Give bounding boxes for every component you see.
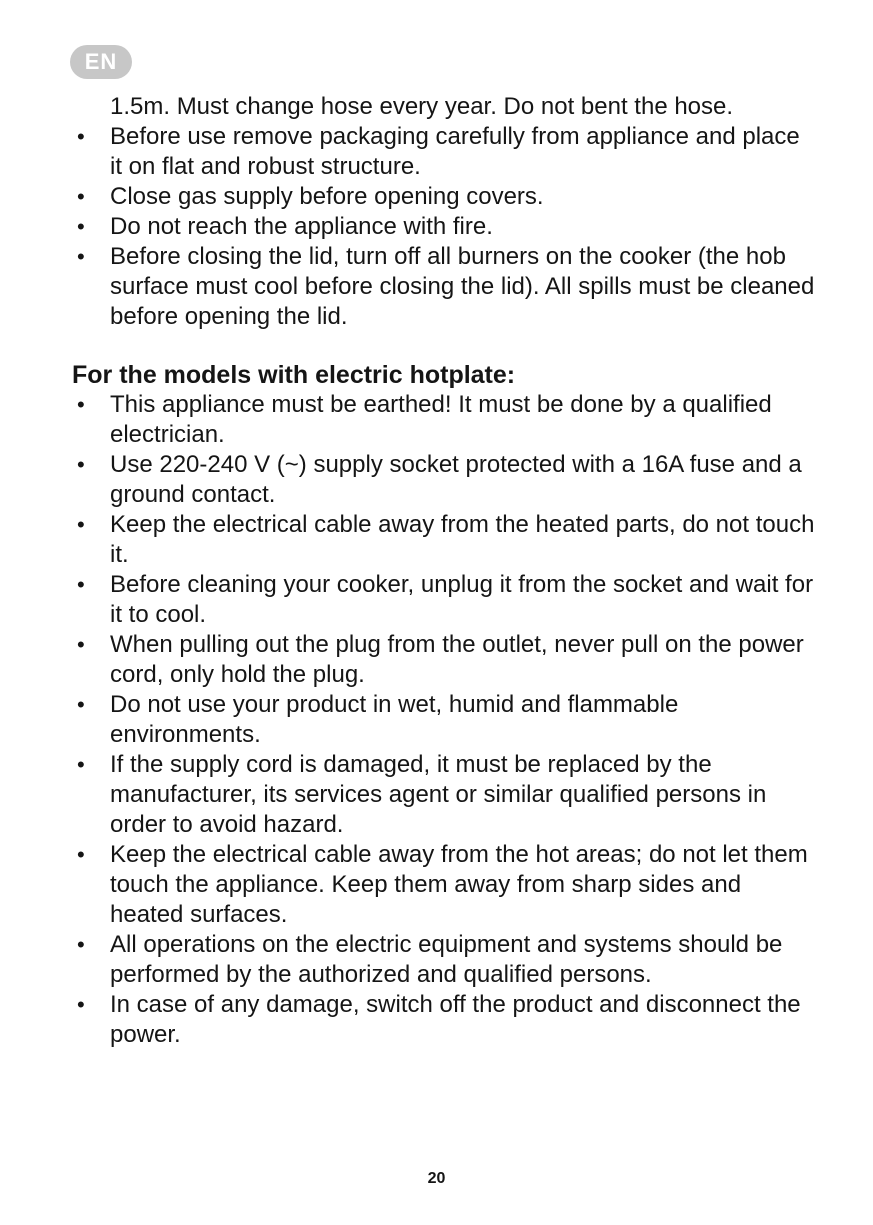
bullet-text: Before closing the lid, turn off all burners on the cooker (the hob surface must cool before closing the lid). All spills must be cleaned before opening the lid. [110,243,815,330]
bullet-text: Before cleaning your cooker, unplug it from the socket and wait for it to cool. [110,571,814,628]
bullet-marker-icon: • [77,632,85,657]
electric-hotplate-list [72,390,817,1050]
bullet-text: This appliance must be earthed! It must be done by a qualified electrician. [110,391,772,448]
page-number: 20 [427,1170,446,1187]
bullet-marker-icon: • [77,214,85,239]
bullet-text: In case of any damage, switch off the product and disconnect the power. [110,991,801,1048]
continuation-text: 1.5m. Must change hose every year. Do not bent the hose. [110,93,734,120]
bullet-text: Keep the electrical cable away from the hot areas; do not let them touch the appliance. Keep them away from sharp sides and heated surfaces. [110,841,808,928]
bullet-item [72,750,817,840]
bullet-item [72,630,817,690]
bullet-item [72,840,817,930]
bullet-text: All operations on the electric equipment and systems should be performed by the authorized and qualified persons. [110,931,783,988]
bullet-marker-icon: • [77,184,85,209]
bullet-marker-icon: • [77,392,85,417]
bullet-item [72,690,817,750]
page-content [72,92,817,1050]
bullet-item [72,570,817,630]
bullet-item [72,242,817,332]
section-heading-electric-hotplate: For the models with electric hotplate: [72,361,516,389]
bullet-text: Use 220-240 V (~) supply socket protected with a 16A fuse and a ground contact. [110,451,802,508]
bullet-marker-icon: • [77,752,85,777]
bullet-marker-icon: • [77,124,85,149]
bullet-marker-icon: • [77,692,85,717]
bullet-text: Do not reach the appliance with fire. [110,213,493,240]
bullet-item [72,390,817,450]
bullet-item [72,182,817,212]
bullet-marker-icon: • [77,572,85,597]
bullet-text: Close gas supply before opening covers. [110,183,544,210]
bullet-item [72,450,817,510]
bullet-text: Do not use your product in wet, humid and flammable environments. [110,691,679,748]
bullet-marker-icon: • [77,512,85,537]
bullet-marker-icon: • [77,244,85,269]
bullet-item [72,122,817,182]
bullet-marker-icon: • [77,842,85,867]
bullet-item [72,212,817,242]
bullet-marker-icon: • [77,992,85,1017]
language-badge: EN [70,45,132,79]
bullet-marker-icon: • [77,452,85,477]
bullet-text: If the supply cord is damaged, it must be replaced by the manufacturer, its services agent or similar qualified persons in order to avoid hazard. [110,751,767,838]
general-safety-list [72,122,817,332]
bullet-marker-icon: • [77,932,85,957]
bullet-text: When pulling out the plug from the outlet, never pull on the power cord, only hold the plug. [110,631,804,688]
bullet-text: Before use remove packaging carefully from appliance and place it on flat and robust structure. [110,123,800,180]
bullet-item [72,990,817,1050]
bullet-item [72,930,817,990]
bullet-item [72,510,817,570]
bullet-text: Keep the electrical cable away from the heated parts, do not touch it. [110,511,815,568]
